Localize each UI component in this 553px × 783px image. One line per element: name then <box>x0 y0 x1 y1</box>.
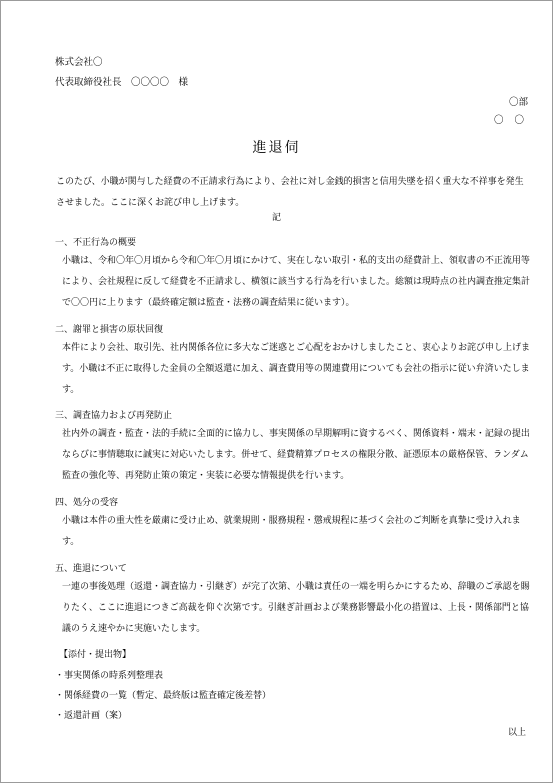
section-body-5: 一連の事後処理（返還・調査協力・引継ぎ）が完了次第、小職は責任の一端を明らかにするため、辞職のご承認を賜りたく、ここに進退につきご高裁を仰ぐ次第です。引継ぎ計画および業務影響最小化の措置は、上長・関係部門と協議のうえ速やかに実施いたします。 <box>62 582 530 634</box>
section-body-1: 小職は、令和〇年〇月頃から令和〇年〇月頃にかけて、実在しない取引・私的支出の経費計上、領収書の不正流用等により、会社規程に反して経費を不正請求し、横領に該当する行為を行いました。総額は現時点の社内調査推定集計で〇〇円に上ります（最終確定額は監査・法務の調査結果に従います）。 <box>62 256 531 308</box>
section-heading-2: 二、謝罪と損害の原状回復 <box>55 325 164 335</box>
section-heading-5: 五、進退について <box>55 564 127 574</box>
recipient-name: 代表取締役社長 〇〇〇〇 様 <box>55 77 189 88</box>
attachment-item: ・関係経費の一覧（暫定、最終版は監査確定後差替） <box>55 691 272 701</box>
ki-marker: 記 <box>271 213 281 223</box>
section-heading-3: 三、調査協力および再発防止 <box>55 411 173 421</box>
attachment-item: ・事実関係の時系列整理表 <box>55 671 164 681</box>
attachment-item: ・返還計画（案） <box>55 711 128 721</box>
sender-department: 〇部 <box>508 97 528 108</box>
attachments-heading: 【添付・提出物】 <box>59 650 132 660</box>
recipient-company: 株式会社〇 <box>55 57 103 68</box>
closing-mark: 以上 <box>507 728 526 738</box>
section-body-2: 本件により会社、取引先、社内関係各位に多大なご迷惑とご心配をおかけしましたこと、衷心よりお詫び申し上げます。小職は不正に取得した金員の全額返還に加え、調査費用等の関連費用についても会社の指示に従い弁済いたします。 <box>62 343 531 395</box>
sender-name: 〇 〇 <box>493 115 528 126</box>
intro-paragraph: このたび、小職が関与した経費の不正請求行為により、会社に対し金銭的損害と信用失墜を招く重大な不祥事を発生させました。ここに深くお詫び申し上げます。 <box>56 177 524 208</box>
section-heading-4: 四、処分の受容 <box>55 498 119 508</box>
section-body-3: 社内外の調査・監査・法的手続に全面的に協力し、事実関係の早期解明に資するべく、関係資料・端末・記録の提出ならびに事情聴取に誠実に対応いたします。併せて、経費精算プロセスの権限分散、証憑原本の厳格保管、ランダム監査の強化等、再発防止策の策定・実装に必要な情報提供を行います。 <box>62 429 530 481</box>
section-heading-1: 一、不正行為の概要 <box>55 238 137 248</box>
document-title: 進退伺 <box>252 140 301 156</box>
section-body-4: 小職は本件の重大性を厳粛に受け止め、就業規則・服務規程・懲戒規程に基づく会社のご判断を真摯に受け入れます。 <box>62 516 521 547</box>
